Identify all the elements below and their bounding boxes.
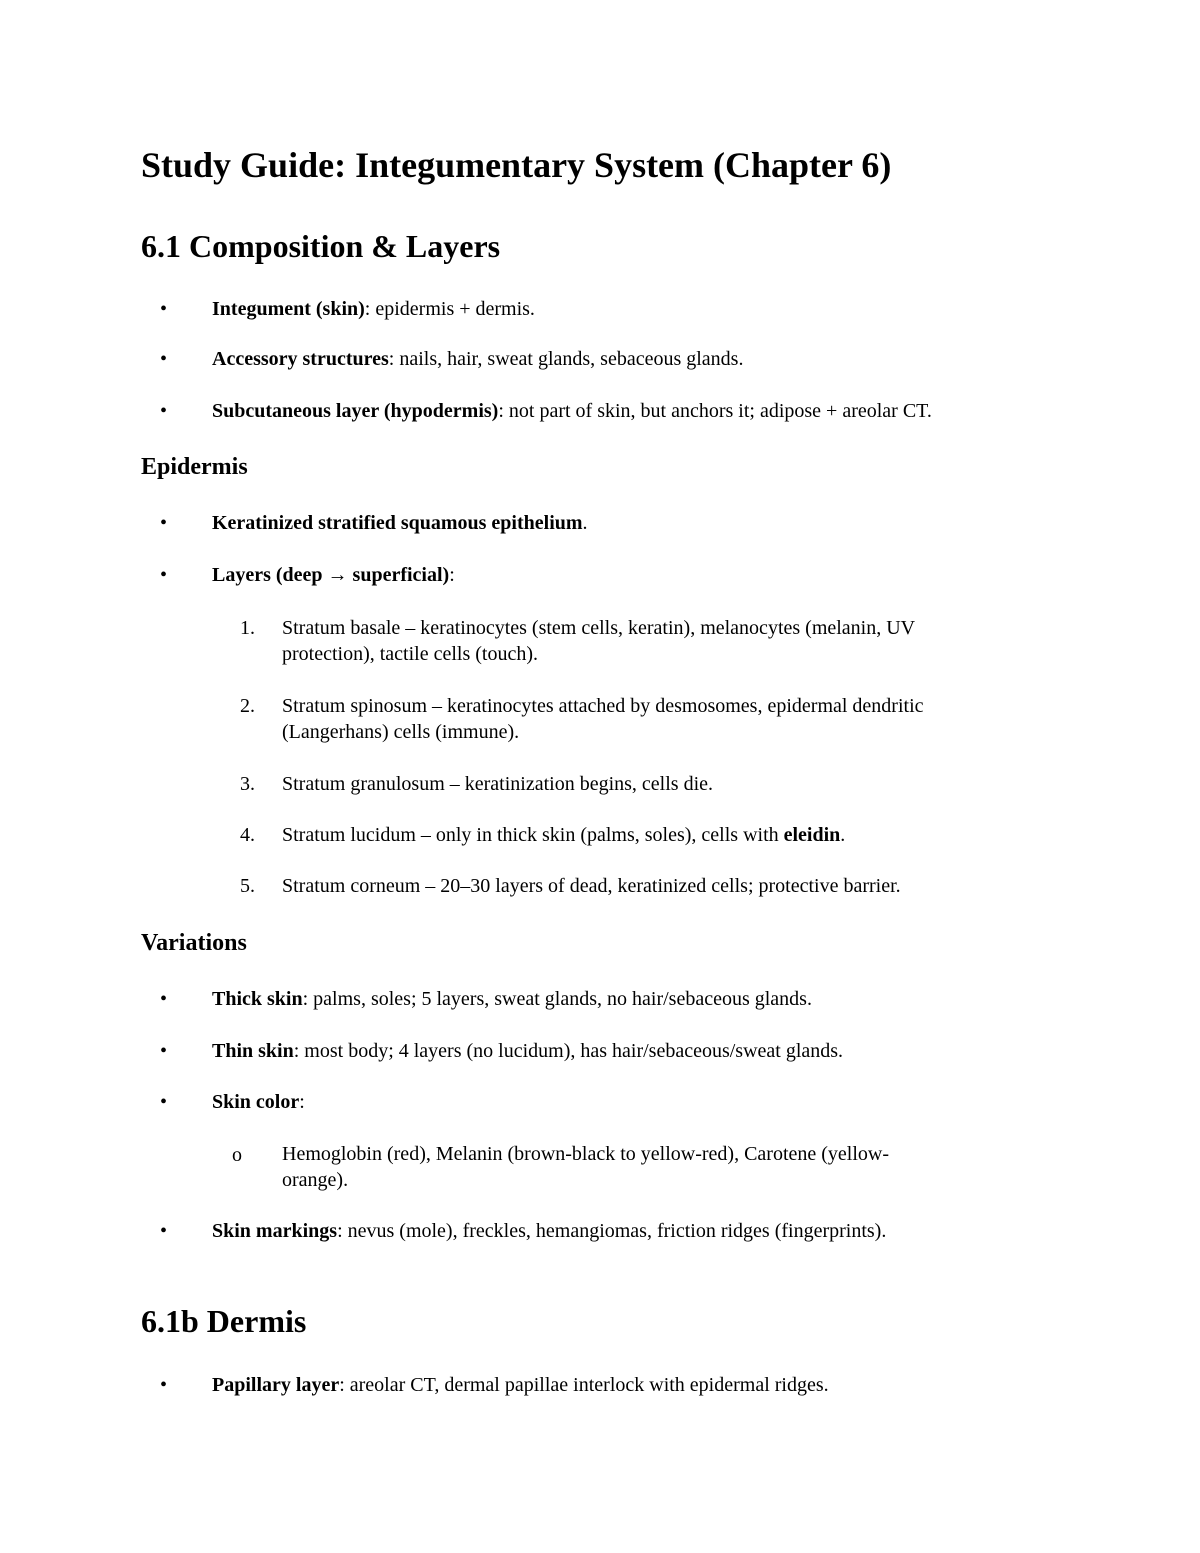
bullet-glyph: •: [160, 1040, 168, 1062]
definition: : palms, soles; 5 layers, sweat glands, no hair/sebaceous glands.: [302, 988, 812, 1010]
layer-text: Stratum lucidum – only in thick skin (palms, soles), cells with: [282, 824, 784, 846]
definition: :: [299, 1091, 305, 1113]
sub-item-pigments-line1: Hemoglobin (red), Melanin (brown-black to yellow-red), Carotene (yellow-: [282, 1143, 890, 1165]
layer-bold-term: eleidin: [783, 824, 841, 846]
bullet-glyph: •: [160, 400, 168, 422]
term: Accessory structures: [212, 348, 389, 370]
list-item-thick-skin: [212, 986, 812, 1012]
term: Skin markings: [212, 1220, 338, 1242]
term: Thick skin: [212, 988, 303, 1010]
sub-item-pigments-line2: orange).: [282, 1169, 349, 1191]
term: Skin color: [212, 1091, 300, 1113]
bullet-glyph: •: [160, 1091, 168, 1113]
list-number: 5.: [240, 875, 255, 897]
term: Subcutaneous layer (hypodermis): [212, 400, 499, 422]
sub-bullet-glyph: o: [232, 1144, 242, 1166]
list-item-integument: [212, 296, 535, 322]
term: Layers (deep → superficial): [212, 564, 450, 586]
term: Integument (skin): [212, 298, 365, 320]
list-item-thin-skin: [212, 1038, 843, 1064]
definition: : areolar CT, dermal papillae interlock with epidermal ridges.: [339, 1374, 829, 1396]
definition: : nails, hair, sweat glands, sebaceous glands.: [388, 348, 744, 370]
layer-item-spinosum-line1: Stratum spinosum – keratinocytes attached by desmosomes, epidermal dendritic: [282, 695, 924, 717]
layer-item-basale-line2: protection), tactile cells (touch).: [282, 643, 539, 665]
layer-item-basale-line1: Stratum basale – keratinocytes (stem cells, keratin), melanocytes (melanin, UV: [282, 617, 916, 639]
definition: : nevus (mole), freckles, hemangiomas, friction ridges (fingerprints).: [337, 1220, 887, 1242]
bullet-glyph: •: [160, 512, 168, 534]
layer-item-corneum: Stratum corneum – 20–30 layers of dead, keratinized cells; protective barrier.: [282, 875, 901, 897]
term: Papillary layer: [212, 1374, 340, 1396]
layer-item-lucidum: [282, 822, 845, 848]
page-title: Study Guide: Integumentary System (Chapter 6): [141, 145, 892, 185]
section-heading-composition: 6.1 Composition & Layers: [141, 228, 501, 264]
bullet-glyph: •: [160, 988, 168, 1010]
list-number: 3.: [240, 773, 255, 795]
bullet-glyph: •: [160, 298, 168, 320]
definition: .: [582, 512, 588, 534]
list-item-layers: [212, 562, 455, 588]
bullet-glyph: •: [160, 1374, 168, 1396]
list-item-skin-markings: [212, 1218, 886, 1244]
subsection-heading-epidermis: Epidermis: [141, 454, 248, 480]
list-item-accessory-structures: [212, 346, 743, 372]
term: Thin skin: [212, 1040, 294, 1062]
list-item-keratinized-epithelium: [212, 510, 588, 536]
list-item-papillary-layer: [212, 1372, 829, 1398]
layer-item-spinosum-line2: (Langerhans) cells (immune).: [282, 721, 520, 743]
bullet-glyph: •: [160, 564, 168, 586]
list-item-skin-color: [212, 1089, 305, 1115]
list-number: 2.: [240, 695, 255, 717]
list-item-subcutaneous-layer: [212, 398, 932, 424]
term: Keratinized stratified squamous epithelium: [212, 512, 583, 534]
definition: : not part of skin, but anchors it; adipose + areolar CT.: [498, 400, 932, 422]
layer-item-granulosum: Stratum granulosum – keratinization begins, cells die.: [282, 773, 714, 795]
definition: : most body; 4 layers (no lucidum), has hair/sebaceous/sweat glands.: [293, 1040, 844, 1062]
definition: :: [449, 564, 455, 586]
definition: : epidermis + dermis.: [364, 298, 535, 320]
bullet-glyph: •: [160, 348, 168, 370]
layer-text-end: .: [840, 824, 846, 846]
list-number: 4.: [240, 824, 255, 846]
list-number: 1.: [240, 617, 255, 639]
section-heading-dermis: 6.1b Dermis: [141, 1303, 307, 1339]
subsection-heading-variations: Variations: [141, 930, 247, 956]
bullet-glyph: •: [160, 1220, 168, 1242]
